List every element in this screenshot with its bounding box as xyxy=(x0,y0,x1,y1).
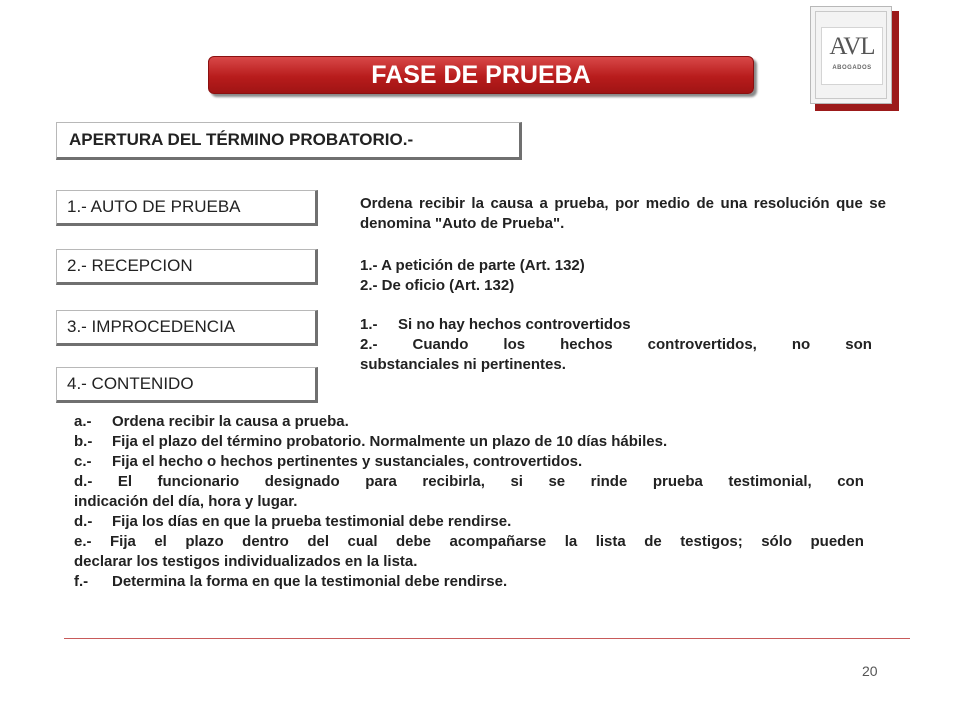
auto-description: Ordena recibir la causa a prueba, por medio de una resolución que se denomina "Auto de Prueba". xyxy=(360,195,886,232)
word: recibirla, xyxy=(422,473,485,490)
item-label: 3.- IMPROCEDENCIA xyxy=(67,317,236,336)
contenido-list xyxy=(74,412,864,592)
contenido-item-f xyxy=(74,572,864,592)
word: los xyxy=(503,336,526,353)
word: plazo xyxy=(185,533,224,550)
word: Cuando xyxy=(412,336,469,353)
word: no xyxy=(791,336,811,353)
word: testimonial, xyxy=(728,473,812,490)
contenido-item-d1 xyxy=(74,472,864,492)
word: debe xyxy=(395,533,431,550)
section-heading xyxy=(56,122,522,160)
word: pueden xyxy=(810,533,864,550)
recepcion-line: 1.- A petición de parte (Art. 132) xyxy=(360,257,585,274)
word: hechos xyxy=(560,336,613,353)
word: cual xyxy=(347,533,378,550)
item-improcedencia xyxy=(56,310,318,346)
word: sólo xyxy=(761,533,793,550)
contenido-label: b.- xyxy=(74,433,93,450)
item-auto-de-prueba xyxy=(56,190,318,226)
word: Fija xyxy=(110,533,136,550)
contenido-item-a xyxy=(74,412,864,432)
contenido-label: f.- xyxy=(74,573,89,590)
word: de xyxy=(644,533,662,550)
page-title: FASE DE PRUEBA xyxy=(208,56,754,94)
item-label: 2.- RECEPCION xyxy=(67,256,193,275)
improcedencia-line-1 xyxy=(360,315,872,335)
contenido-text: Fija el hecho o hechos pertinentes y sustanciales, controvertidos. xyxy=(112,453,583,470)
word: prueba xyxy=(652,473,703,490)
word: testigos; xyxy=(680,533,743,550)
item-label: 4.- CONTENIDO xyxy=(67,374,194,393)
contenido-item-d2 xyxy=(74,512,864,532)
logo-frame xyxy=(810,6,892,104)
recepcion-list xyxy=(360,256,780,296)
contenido-label: e.- xyxy=(74,533,92,550)
contenido-label: a.- xyxy=(74,413,92,430)
contenido-text: Ordena recibir la causa a prueba. xyxy=(112,413,349,430)
improcedencia-list xyxy=(360,315,872,375)
improcedencia-label: 1.- xyxy=(360,316,378,333)
word: la xyxy=(564,533,578,550)
word: se xyxy=(548,473,566,490)
contenido-label: c.- xyxy=(74,453,92,470)
word: con xyxy=(837,473,864,490)
word: controvertidos, xyxy=(647,336,757,353)
item-contenido xyxy=(56,367,318,403)
contenido-label: d.- xyxy=(74,473,93,490)
improcedencia-line-2-cont: substanciales ni pertinentes. xyxy=(360,356,566,373)
recepcion-line: 2.- De oficio (Art. 132) xyxy=(360,277,515,294)
word: rinde xyxy=(590,473,628,490)
improcedencia-text: Si no hay hechos controvertidos xyxy=(398,316,631,333)
logo-inner xyxy=(821,27,883,85)
word: designado xyxy=(264,473,340,490)
word: son xyxy=(845,336,872,353)
word: acompañarse xyxy=(449,533,547,550)
page-number: 20 xyxy=(862,663,878,679)
word: el xyxy=(154,533,167,550)
item-recepcion xyxy=(56,249,318,285)
logo xyxy=(810,6,898,110)
contenido-text: Fija el plazo del término probatorio. Normalmente un plazo de 10 días hábiles. xyxy=(112,433,668,450)
improcedencia-line-2 xyxy=(360,335,872,355)
word: para xyxy=(365,473,397,490)
word: El xyxy=(117,473,133,490)
contenido-item-e-cont: declarar los testigos individualizados en la lista. xyxy=(74,553,418,570)
contenido-item-b xyxy=(74,432,864,452)
contenido-item-d1-cont: indicación del día, hora y lugar. xyxy=(74,493,298,510)
logo-subtitle: ABOGADOS xyxy=(832,65,872,71)
contenido-label: d.- xyxy=(74,513,93,530)
contenido-item-e xyxy=(74,532,864,552)
footer-divider xyxy=(64,638,910,639)
word: dentro xyxy=(242,533,289,550)
contenido-item-c xyxy=(74,452,864,472)
word: si xyxy=(510,473,523,490)
contenido-text: Determina la forma en que la testimonial debe rendirse. xyxy=(112,573,508,590)
improcedencia-label: 2.- xyxy=(360,336,378,353)
contenido-text: Fija los días en que la prueba testimonial debe rendirse. xyxy=(112,513,512,530)
word: lista xyxy=(595,533,626,550)
word: del xyxy=(307,533,329,550)
item-label: 1.- AUTO DE PRUEBA xyxy=(67,197,241,216)
logo-mark: AVL xyxy=(829,33,875,60)
section-heading-text: APERTURA DEL TÉRMINO PROBATORIO.- xyxy=(69,130,414,149)
word: funcionario xyxy=(157,473,240,490)
